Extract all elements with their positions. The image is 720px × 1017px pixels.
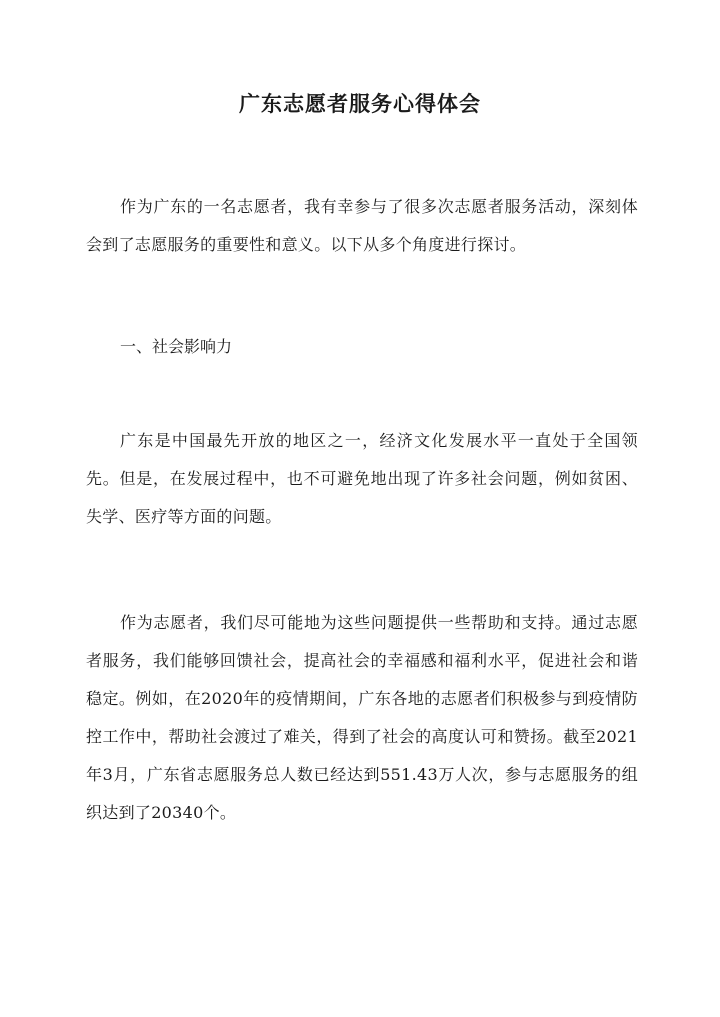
document-title: 广东志愿者服务心得体会 [239,91,481,116]
intro-paragraph: 作为广东的一名志愿者，我有幸参与了很多次志愿者服务活动，深刻体会到了志愿服务的重要性和意义。以下从多个角度进行探讨。 [86,197,638,254]
paragraph-volunteer-contribution: 作为志愿者，我们尽可能地为这些问题提供一些帮助和支持。通过志愿者服务，我们能够回馈社会，提高社会的幸福感和福利水平，促进社会和谐稳定。例如，在2020年的疫情期间，广东各地的志愿者们积极参与到疫情防控工作中，帮助社会渡过了难关，得到了社会的高度认可和赞扬。截至2021年3月，广东省志愿服务总人数已经达到551.43万人次，参与志愿服务的组织达到了20340个。 [86,613,638,822]
section-heading-social-impact: 一、社会影响力 [120,337,233,356]
paragraph-guangdong-development: 广东是中国最先开放的地区之一，经济文化发展水平一直处于全国领先。但是，在发展过程中，也不可避免地出现了许多社会问题，例如贫困、失学、医疗等方面的问题。 [86,431,638,526]
